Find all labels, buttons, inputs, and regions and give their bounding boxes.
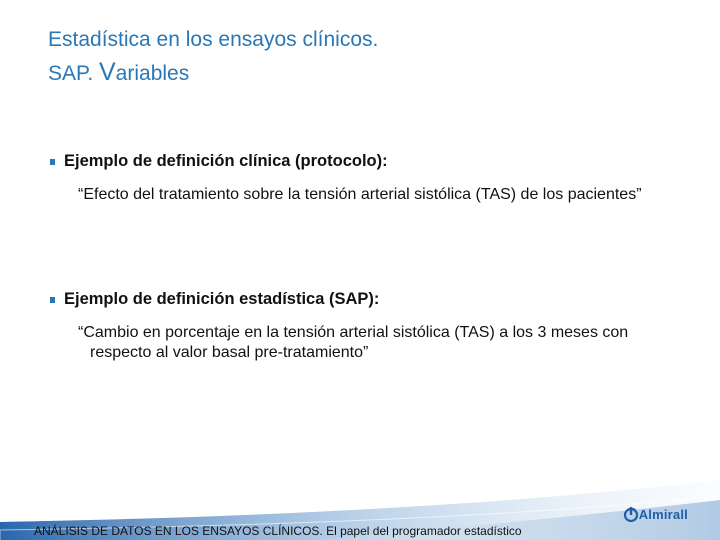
almirall-logo-text: Almirall <box>638 506 688 522</box>
title-line-2 <box>48 56 378 90</box>
footer-caption: ANÁLISIS DE DATOS EN LOS ENSAYOS CLÍNICOS. El papel del programador estadístico <box>34 524 522 538</box>
title-line-2-prefix: SAP. <box>48 62 99 85</box>
statistical-definition-heading: Ejemplo de definición estadística (SAP): <box>64 290 380 308</box>
bullet-clinical <box>48 152 688 171</box>
statistical-definition-quote: “Cambio en porcentaje en la tensión arterial sistólica (TAS) a los 3 meses con respecto al valor basal pre-tratamiento” <box>78 324 629 361</box>
title-line-2-rest: ariables <box>115 62 190 85</box>
bullet-statistical <box>48 290 688 309</box>
section-clinical-definition <box>48 152 688 205</box>
square-bullet-icon <box>50 159 55 165</box>
section-statistical-definition <box>48 290 688 363</box>
clinical-definition-heading: Ejemplo de definición clínica (protocolo): <box>64 152 388 170</box>
title-line-2-initial: V <box>98 58 116 86</box>
title-line-1: Estadística en los ensayos clínicos. <box>48 28 379 51</box>
clinical-definition-quote: “Efecto del tratamiento sobre la tensión arterial sistólica (TAS) de los pacientes” <box>78 186 642 203</box>
slide-title <box>48 24 378 90</box>
almirall-logo <box>623 505 688 523</box>
square-bullet-icon <box>50 297 55 303</box>
almirall-logo-icon <box>623 505 639 523</box>
